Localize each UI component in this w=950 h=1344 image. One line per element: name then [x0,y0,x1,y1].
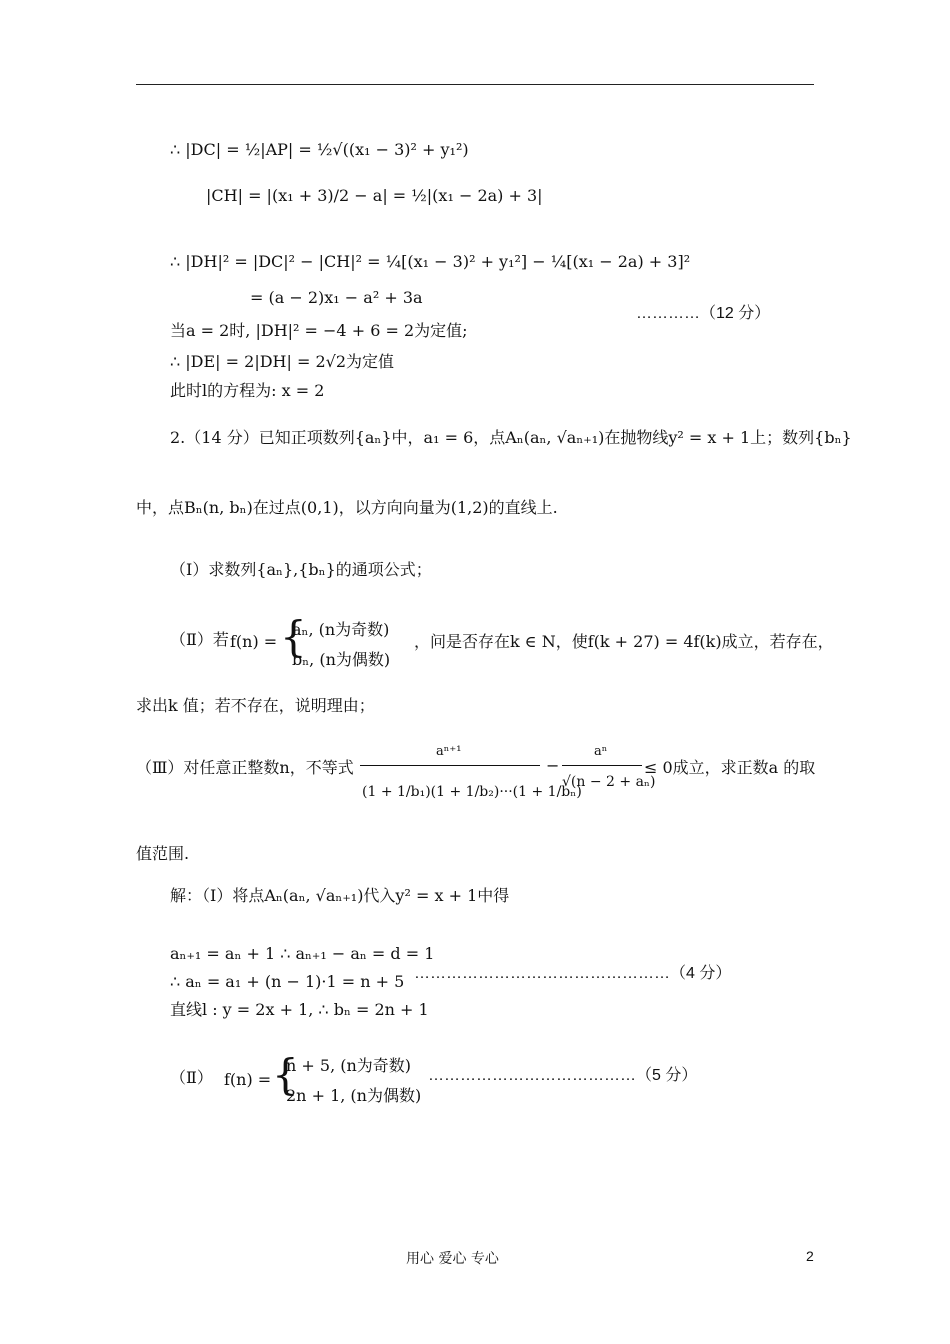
problem2-q3-numerator-2: aⁿ [594,744,608,759]
problem2-q3-denominator-2: √(n − 2 + aₙ) [562,774,656,790]
fraction-bar-1 [360,765,540,766]
solution-line-l: 此时l的方程为: x = 2 [170,381,325,400]
problem2-stem-a: 2.（14 分）已知正项数列{aₙ}中，a₁ = 6，点Aₙ(aₙ, √aₙ₊₁)在抛物线y² = x + 1上；数列{bₙ} [170,428,852,447]
problem2-q3-minus: − [546,756,560,775]
problem2-q2-end: 求出k 值；若不存在，说明理由； [136,696,375,715]
solution2-part2-case1: n + 5, (n为奇数) [286,1056,412,1075]
solution2-step3: ∴ aₙ = a₁ + (n − 1)·1 = n + 5 [170,972,405,991]
score-5: …………………………………（5 分） [428,1067,698,1084]
problem2-q2-case2: bₙ, (n为偶数) [292,650,391,669]
problem2-q3-intro: （Ⅲ）对任意正整数n，不等式 [136,758,354,777]
solution-line-ch: |CH| = |(x₁ + 3)/2 − a| = ½|(x₁ − 2a) + 3| [206,186,543,205]
problem2-q3-denominator-1: (1 + 1/b₁)(1 + 1/b₂)···(1 + 1/bₙ) [362,784,582,800]
problem2-q2-question: ，问是否存在k ∈ N，使f(k + 27) = 4f(k)成立，若存在， [414,632,834,651]
solution2-part2-case2: 2n + 1, (n为偶数) [286,1086,422,1105]
solution-line-dh: ∴ |DH|² = |DC|² − |CH|² = ¼[(x₁ − 3)² + y₁²] − ¼[(x₁ − 2a) + 3]² [170,252,691,271]
solution-line-de: ∴ |DE| = 2|DH| = 2√2为定值 [170,352,395,371]
score-4: …………………………………………（4 分） [414,965,732,982]
footer-motto: 用心 爱心 专心 [406,1251,499,1267]
problem2-q3-numerator-1: aⁿ⁺¹ [436,744,462,759]
solution2-part2-brace: { [272,1050,299,1099]
problem2-q3-end: 值范围. [136,844,190,863]
solution2-step2: aₙ₊₁ = aₙ + 1 ∴ aₙ₊₁ − aₙ = d = 1 [170,944,435,963]
problem2-q2-case1: aₙ, (n为奇数) [292,620,390,639]
problem2-q2-intro: （Ⅱ）若 [170,630,229,649]
solution-line-a2: 当a = 2时, |DH|² = −4 + 6 = 2为定值; [170,321,468,340]
fraction-bar-2 [562,765,642,766]
score-12: …………（12 分） [636,305,771,322]
solution2-part2-label: （Ⅱ） [170,1068,213,1087]
solution2-part2-fn: f(n) = [224,1070,272,1089]
solution-line-dc: ∴ |DC| = ½|AP| = ½√((x₁ − 3)² + y₁²) [170,140,469,159]
problem2-q2-fn: f(n) = [230,632,278,651]
header-rule [136,84,814,85]
problem2-stem-b: 中，点Bₙ(n, bₙ)在过点(0,1)，以方向向量为(1,2)的直线上. [136,498,558,517]
solution-line-dh-result: = (a − 2)x₁ − a² + 3a [250,288,423,307]
problem2-q1: （Ⅰ）求数列{aₙ},{bₙ}的通项公式； [170,560,432,579]
problem2-q3-condition: ≤ 0成立，求正数a 的取 [644,758,816,777]
solution2-step4: 直线l : y = 2x + 1, ∴ bₙ = 2n + 1 [170,1000,429,1019]
solution2-step1: 解：（Ⅰ）将点Aₙ(aₙ, √aₙ₊₁)代入y² = x + 1中得 [170,886,510,905]
problem2-q2-brace: { [280,612,307,661]
page-number: 2 [806,1248,814,1264]
